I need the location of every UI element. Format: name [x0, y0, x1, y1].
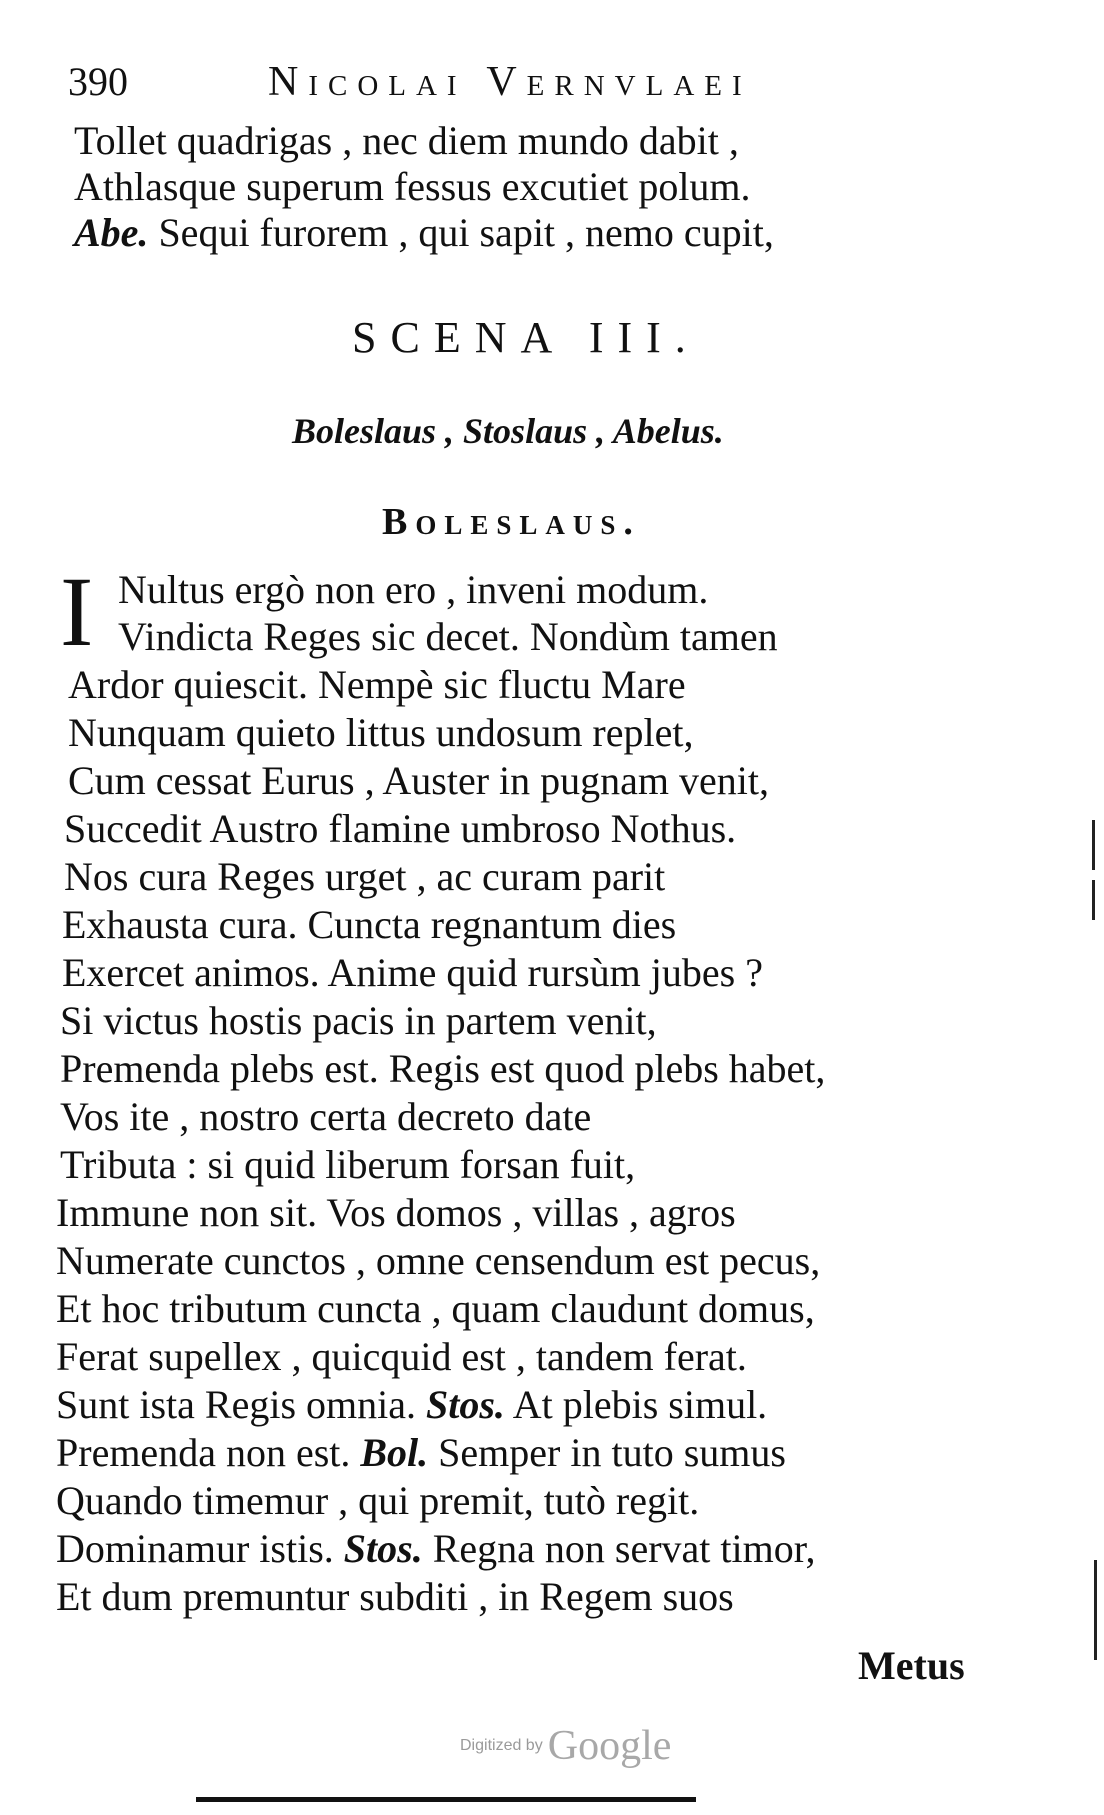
verse-line — [60, 998, 657, 1044]
verse-line — [56, 1574, 734, 1620]
verse-text: Numerate cunctos , omne censendum est pecus, — [56, 1238, 821, 1283]
speaker-abbreviation: Stos. — [343, 1526, 423, 1571]
verse-line — [68, 710, 694, 756]
verse-line — [62, 950, 763, 996]
verse-text: Tollet quadrigas , nec diem mundo dabit , — [74, 118, 739, 163]
watermark-brand: Google — [547, 1723, 672, 1769]
verse-text: Quando timemur , qui premit, tutò regit. — [56, 1478, 700, 1523]
verse-line — [56, 1238, 820, 1284]
speaker-abbreviation: Bol. — [360, 1430, 429, 1475]
verse-text: Immune non sit. Vos domos , villas , agros — [56, 1190, 736, 1235]
page-number: 390 — [68, 59, 128, 104]
verse-line — [56, 1190, 736, 1236]
verse-text: Nunquam quieto littus undosum replet, — [68, 710, 694, 755]
page-edge-mark — [1094, 1560, 1097, 1660]
verse-text: Ardor quiescit. Nempè sic fluctu Mare — [68, 662, 686, 707]
verse-line — [60, 1094, 591, 1140]
verse-text: Dominamur istis. — [56, 1526, 344, 1571]
verse-line — [62, 902, 676, 948]
verse-line — [56, 1286, 815, 1332]
bottom-rule — [196, 1797, 696, 1802]
verse-text: Athlasque superum fessus excutiet polum. — [74, 164, 751, 209]
verse-text: Et hoc tributum cuncta , quam claudunt domus, — [56, 1286, 815, 1331]
verse-line — [56, 1430, 786, 1476]
verse-text: Sunt ista Regis omnia. — [56, 1382, 426, 1427]
page-edge-mark — [1092, 820, 1095, 870]
speaker-heading: Boleslaus. — [382, 501, 641, 543]
verse-text: Tributa : si quid liberum forsan fuit, — [60, 1142, 636, 1187]
verse-line — [64, 806, 736, 852]
verse-line — [74, 164, 751, 210]
verse-line — [56, 1334, 747, 1380]
verse-text: Exhausta cura. Cuncta regnantum dies — [62, 902, 677, 947]
verse-line — [118, 614, 778, 660]
catchword: Metus — [858, 1643, 965, 1688]
verse-text: At plebis simul. — [504, 1382, 768, 1427]
verse-text: Succedit Austro flamine umbroso Nothus. — [64, 806, 737, 851]
verse-line — [118, 567, 708, 613]
drop-cap: I — [60, 556, 94, 667]
verse-text: Si victus hostis pacis in partem venit, — [60, 998, 657, 1043]
verse-text: Ferat supellex , quicquid est , tandem ferat. — [56, 1334, 747, 1379]
verse-text: Exercet animos. Anime quid rursùm jubes ? — [62, 950, 763, 995]
verse-line — [68, 758, 769, 804]
speaker-abbreviation: Abe. — [74, 210, 149, 255]
verse-text: Nultus ergò non ero , inveni modum. — [118, 567, 709, 612]
verse-line — [56, 1526, 815, 1572]
verse-text: Regna non servat timor, — [422, 1526, 816, 1571]
verse-line — [68, 662, 686, 708]
running-head: Nicolai Vernvlaei — [268, 59, 752, 105]
verse-text: Et dum premuntur subditi , in Regem suos — [56, 1574, 734, 1619]
verse-text: Vindicta Reges sic decet. Nondùm tamen — [118, 614, 778, 659]
verse-line — [74, 210, 774, 256]
verse-text: Premenda plebs est. Regis est quod plebs habet, — [60, 1046, 826, 1091]
verse-text: Semper in tuto sumus — [428, 1430, 786, 1475]
watermark-prefix: Digitized by — [460, 1737, 543, 1754]
verse-text: Cum cessat Eurus , Auster in pugnam venit, — [68, 758, 770, 803]
speaker-abbreviation: Stos. — [426, 1382, 505, 1427]
verse-text: Premenda non est. — [56, 1430, 361, 1475]
verse-line — [74, 118, 739, 164]
verse-line — [64, 854, 665, 900]
verse-text: Vos ite , nostro certa decreto date — [60, 1094, 592, 1139]
verse-text: Nos cura Reges urget , ac curam parit — [64, 854, 666, 899]
verse-line — [56, 1478, 699, 1524]
page-edge-mark — [1092, 880, 1095, 920]
verse-line — [60, 1046, 825, 1092]
dramatis-personae: Boleslaus , Stoslaus , Abelus. — [292, 411, 724, 451]
page-header — [68, 58, 858, 118]
scene-title: SCENA III. — [352, 313, 700, 362]
verse-line — [60, 1142, 635, 1188]
digitization-watermark — [460, 1722, 671, 1770]
verse-line — [56, 1382, 767, 1428]
verse-text: Sequi furorem , qui sapit , nemo cupit, — [148, 210, 774, 255]
